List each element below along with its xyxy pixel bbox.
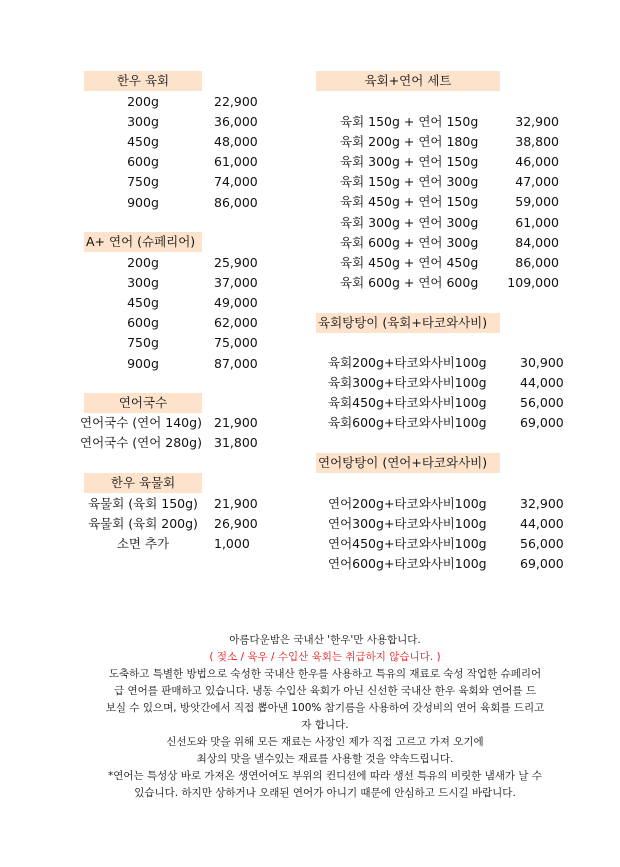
menu-item-price: 69,000 bbox=[520, 415, 564, 431]
menu-item-price: 56,000 bbox=[520, 395, 564, 411]
menu-item-price: 61,000 bbox=[515, 214, 559, 230]
menu-item-label: 600g bbox=[127, 154, 159, 170]
menu-item-label: 연어국수 (연어 140g) bbox=[80, 415, 202, 430]
menu-item-price: 44,000 bbox=[520, 375, 564, 391]
menu-item-price: 48,000 bbox=[214, 134, 258, 150]
section-title-salmon-tangtang: 연어탕탕이 (연어+타코와사비) bbox=[316, 453, 500, 473]
note-line: 있습니다. 하지만 상하거나 오래된 연어가 아니기 때문에 안심하고 드시길 바랍니다. bbox=[134, 787, 516, 799]
menu-item-label: 750g bbox=[127, 335, 159, 351]
menu-item-label: 육회 450g + 연어 150g bbox=[340, 194, 479, 210]
menu-item-label: 연어국수 (연어 280g) bbox=[80, 435, 202, 451]
menu-item-price: 21,900 bbox=[214, 496, 258, 511]
menu-item-label: 750g bbox=[127, 174, 159, 190]
menu-item-label: 육회 150g + 연어 300g bbox=[340, 174, 479, 190]
menu-item-price: 74,000 bbox=[214, 174, 258, 190]
menu-item-label: 육회 200g + 연어 180g bbox=[340, 134, 479, 150]
menu-item-price: 75,000 bbox=[214, 335, 258, 351]
menu-item-label: 200g bbox=[127, 255, 159, 270]
menu-item-price: 109,000 bbox=[507, 274, 559, 290]
note-line: 급 연어를 판매하고 있습니다. 냉동 수입산 육회가 아닌 신선한 국내산 한우 육회와 연어를 드 bbox=[113, 685, 537, 697]
menu-item-price: 38,800 bbox=[515, 134, 559, 150]
section-title-set: 육회+연어 세트 bbox=[316, 71, 500, 91]
menu-item-label: 소면 추가 bbox=[116, 536, 170, 552]
note-line: 자 합니다. bbox=[301, 719, 349, 731]
menu-item-price: 69,000 bbox=[520, 556, 564, 572]
menu-item-label: 육회 450g + 연어 450g bbox=[340, 254, 479, 270]
note-line: 보실 수 있으며, 방앗간에서 직접 뽑아낸 100% 참기름을 사용하여 갓성비의 연어 육회를 드리고 bbox=[105, 702, 545, 714]
note-warning-line: ( 젖소 / 육우 / 수입산 육회는 취급하지 않습니다. ) bbox=[209, 651, 441, 663]
menu-item-price: 32,900 bbox=[520, 496, 564, 511]
menu-item-price: 59,000 bbox=[515, 194, 559, 210]
menu-item-price: 86,000 bbox=[515, 254, 559, 270]
menu-item-label: 육회450g+타코와사비100g bbox=[328, 395, 487, 411]
menu-item-label: 연어200g+타코와사비100g bbox=[328, 496, 487, 511]
menu-item-label: 연어300g+타코와사비100g bbox=[328, 516, 487, 532]
menu-item-price: 32,900 bbox=[515, 114, 559, 129]
menu-item-label: 200g bbox=[127, 94, 159, 109]
note-line: 도축하고 특별한 방법으로 숙성한 국내산 한우를 사용하고 특유의 재료로 숙성 작업한 슈페리어 bbox=[108, 668, 542, 680]
section-title-hanwoo-mulhoe: 한우 육물회 bbox=[84, 473, 202, 493]
menu-item-label: 육회 300g + 연어 150g bbox=[340, 154, 479, 170]
menu-item-price: 22,900 bbox=[214, 94, 258, 109]
menu-item-label: 육회 300g + 연어 300g bbox=[340, 214, 479, 230]
menu-item-label: 300g bbox=[127, 114, 159, 130]
menu-item-label: 육회600g+타코와사비100g bbox=[328, 415, 487, 431]
menu-item-price: 84,000 bbox=[515, 234, 559, 250]
section-title-salmon: A+ 연어 (슈페리어) bbox=[84, 232, 202, 252]
menu-item-price: 62,000 bbox=[214, 315, 258, 331]
menu-item-price: 26,900 bbox=[214, 516, 258, 532]
menu-item-price: 25,900 bbox=[214, 255, 258, 270]
menu-item-price: 37,000 bbox=[214, 275, 258, 291]
note-line: *연어는 특성상 바로 가져온 생연어여도 부위의 컨디션에 따라 생선 특유의 비릿한 냄새가 날 수 bbox=[107, 770, 543, 782]
menu-item-label: 연어600g+타코와사비100g bbox=[328, 556, 487, 572]
note-line: 최상의 맛을 낼수있는 재료를 사용할 것을 약속드립니다. bbox=[196, 753, 454, 765]
notes-text bbox=[82, 632, 568, 802]
menu-item-label: 900g bbox=[127, 355, 159, 371]
menu-item-label: 육회 150g + 연어 150g bbox=[340, 114, 479, 129]
menu-item-price: 31,800 bbox=[214, 435, 258, 451]
menu-item-label: 육회 600g + 연어 300g bbox=[340, 234, 479, 250]
menu-item-label: 육회300g+타코와사비100g bbox=[328, 375, 487, 391]
menu-item-price: 87,000 bbox=[214, 355, 258, 371]
menu-item-price: 30,900 bbox=[520, 355, 564, 370]
menu-item-price: 36,000 bbox=[214, 114, 258, 130]
menu-item-price: 56,000 bbox=[520, 536, 564, 552]
menu-item-price: 47,000 bbox=[515, 174, 559, 190]
menu-item-price: 49,000 bbox=[214, 295, 258, 311]
menu-item-price: 61,000 bbox=[214, 154, 258, 170]
menu-item-price: 86,000 bbox=[214, 194, 258, 210]
menu-item-label: 450g bbox=[127, 134, 159, 150]
menu-item-label: 300g bbox=[127, 275, 159, 291]
menu-item-label: 600g bbox=[127, 315, 159, 331]
section-title-yukhoe-tangtang: 육회탕탕이 (육회+타코와사비) bbox=[316, 313, 500, 333]
menu-item-price: 46,000 bbox=[515, 154, 559, 170]
section-title-hanwoo-yukhoe: 한우 육회 bbox=[84, 71, 202, 91]
menu-item-price: 21,900 bbox=[214, 415, 258, 430]
menu-item-price: 1,000 bbox=[214, 536, 250, 552]
section-title-salmon-noodle: 연어국수 bbox=[84, 393, 202, 413]
note-line: 신선도와 맛을 위해 모든 재료는 사장인 제가 직접 고르고 가져 오기에 bbox=[166, 736, 484, 748]
menu-item-price: 44,000 bbox=[520, 516, 564, 532]
menu-item-label: 육물회 (육회 200g) bbox=[88, 516, 198, 532]
menu-item-label: 육물회 (육회 150g) bbox=[88, 496, 198, 511]
menu-item-label: 육회 600g + 연어 600g bbox=[340, 274, 479, 290]
menu-item-label: 450g bbox=[127, 295, 159, 311]
note-line: 아름다운밤은 국내산 '한우'만 사용합니다. bbox=[229, 634, 421, 646]
menu-item-label: 900g bbox=[127, 194, 159, 210]
menu-item-label: 육회200g+타코와사비100g bbox=[328, 355, 487, 370]
menu-item-label: 연어450g+타코와사비100g bbox=[328, 536, 487, 552]
